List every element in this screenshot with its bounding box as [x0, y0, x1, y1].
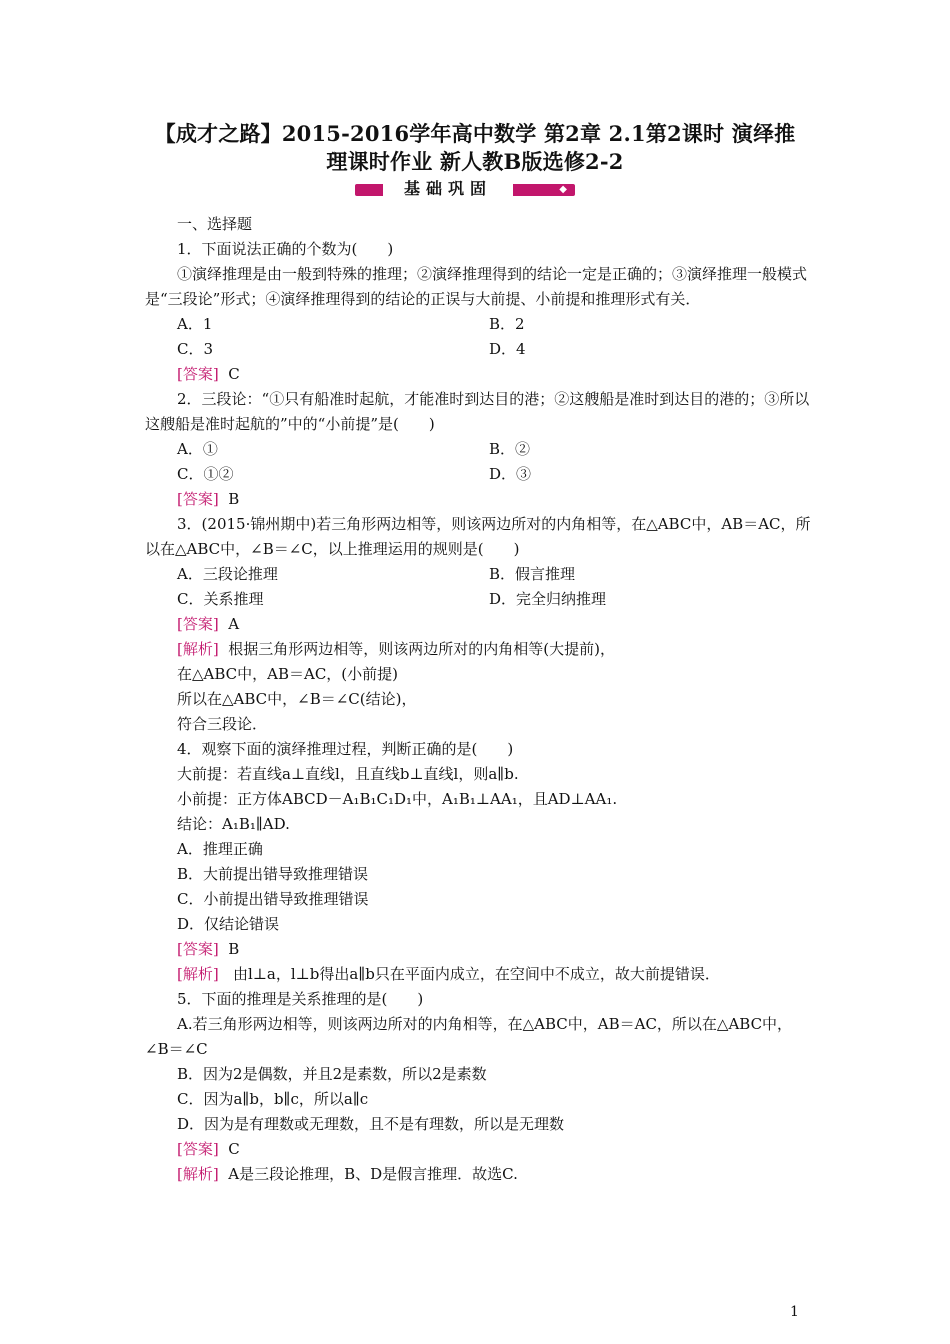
analysis-line: 根据三角形两边相等，则该两边所对的内角相等(大提前)， [228, 640, 615, 658]
q5-stem: 5．下面的推理是关系推理的是( ) [177, 990, 424, 1008]
answer-value: A [228, 615, 240, 633]
q4-stem: 4．观察下面的演绎推理过程，判断正确的是( ) [177, 740, 514, 758]
analysis-tag: [解析] [177, 965, 219, 983]
q2-options-row-2 [145, 462, 815, 487]
q1-options-row-1 [145, 312, 815, 337]
answer-tag: [答案] [177, 365, 219, 383]
q5-option-a: A.若三角形两边相等，则该两边所对的内角相等，在△ABC中，AB＝AC，所以在△ABC中，∠B＝∠C [145, 1015, 793, 1058]
analysis-tag: [解析] [177, 1165, 219, 1183]
q2-answer [145, 487, 815, 512]
analysis-line: A是三段论推理，B、D是假言推理．故选C. [228, 1165, 518, 1183]
answer-tag: [答案] [177, 940, 219, 958]
q1-stem: 1．下面说法正确的个数为( ) [177, 240, 394, 258]
answer-value: C [228, 365, 240, 383]
answer-tag: [答案] [177, 615, 219, 633]
q4-minor-premise: 小前提：正方体ABCD－A₁B₁C₁D₁中，A₁B₁⊥AA₁，且AD⊥AA₁. [177, 790, 618, 808]
title-line-1: 【成才之路】2015-2016学年高中数学 第2章 2.1第2课时 演绎推 [154, 121, 796, 146]
q4-option-c: C．小前提出错导致推理错误 [177, 890, 369, 908]
q3-option-d: D．完全归纳推理 [489, 590, 607, 608]
q4-conclusion: 结论：A₁B₁∥AD. [177, 815, 290, 833]
analysis-line: 在△ABC中，AB＝AC，(小前提) [177, 665, 399, 683]
analysis-line: 所以在△ABC中，∠B＝∠C(结论)， [177, 690, 417, 708]
q1-option-d: D．4 [489, 340, 526, 358]
answer-value: B [228, 490, 240, 508]
q2-options-row-1 [145, 437, 815, 462]
q5-analysis [145, 1162, 815, 1187]
q5-option-c: C．因为a∥b，b∥c，所以a∥c [177, 1090, 369, 1108]
q1-option-c: C．3 [177, 340, 214, 358]
q2-option-c: C．①② [177, 465, 234, 483]
banner-arrow-icon: ◆ [559, 184, 567, 195]
q1-option-b: B．2 [489, 315, 525, 333]
q3-option-b: B．假言推理 [489, 565, 576, 583]
q5-option-d: D．因为是有理数或无理数，且不是有理数，所以是无理数 [177, 1115, 565, 1133]
q5-option-b: B．因为2是偶数，并且2是素数，所以2是素数 [177, 1065, 487, 1083]
answer-value: C [228, 1140, 240, 1158]
q3-options-row-1 [145, 562, 815, 587]
q4-option-b: B．大前提出错导致推理错误 [177, 865, 369, 883]
q5-answer [145, 1137, 815, 1162]
answer-value: B [228, 940, 240, 958]
q2-option-d: D．③ [489, 465, 532, 483]
q3-stem: 3．(2015·锦州期中)若三角形两边相等，则该两边所对的内角相等，在△ABC中，AB＝AC，所以在△ABC中，∠B＝∠C，以上推理运用的规则是( ) [145, 515, 811, 558]
analysis-line: 由l⊥a，l⊥b得出a∥b只在平面内成立，在空间中不成立，故大前提错误． [233, 965, 720, 983]
answer-tag: [答案] [177, 1140, 219, 1158]
title-line-2: 理课时作业 新人教B版选修2-2 [326, 149, 624, 174]
document-body [145, 212, 815, 1187]
analysis-line: 符合三段论． [177, 715, 268, 733]
answer-tag: [答案] [177, 490, 219, 508]
q2-option-a: A．① [177, 440, 218, 458]
q3-answer [145, 612, 815, 637]
q4-major-premise: 大前提：若直线a⊥直线l，且直线b⊥直线l，则a∥b. [177, 765, 519, 783]
banner-label: 基础巩固 [383, 178, 513, 200]
analysis-tag: [解析] [177, 640, 219, 658]
q3-option-a: A．三段论推理 [177, 565, 278, 583]
q3-option-c: C．关系推理 [177, 590, 264, 608]
section-heading: 一、选择题 [177, 215, 253, 233]
q4-option-d: D．仅结论错误 [177, 915, 280, 933]
q3-analysis [145, 637, 815, 662]
q1-options-row-2 [145, 337, 815, 362]
q4-option-a: A．推理正确 [177, 840, 263, 858]
q4-analysis [145, 962, 815, 987]
q2-stem: 2．三段论：“①只有船准时起航，才能准时到达目的港；②这艘船是准时到达目的港的；③所以这艘船是准时起航的”中的“小前提”是( ) [145, 390, 810, 433]
q1-body: ①演绎推理是由一般到特殊的推理；②演绎推理得到的结论一定是正确的；③演绎推理一般模式是“三段论”形式；④演绎推理得到的结论的正误与大前提、小前提和推理形式有关． [145, 265, 808, 308]
q4-answer [145, 937, 815, 962]
q1-option-a: A．1 [177, 315, 213, 333]
q2-option-b: B．② [489, 440, 531, 458]
page-number: 1 [790, 1304, 799, 1320]
section-banner [355, 178, 575, 200]
q3-options-row-2 [145, 587, 815, 612]
document-title [140, 120, 810, 176]
q1-answer [145, 362, 815, 387]
